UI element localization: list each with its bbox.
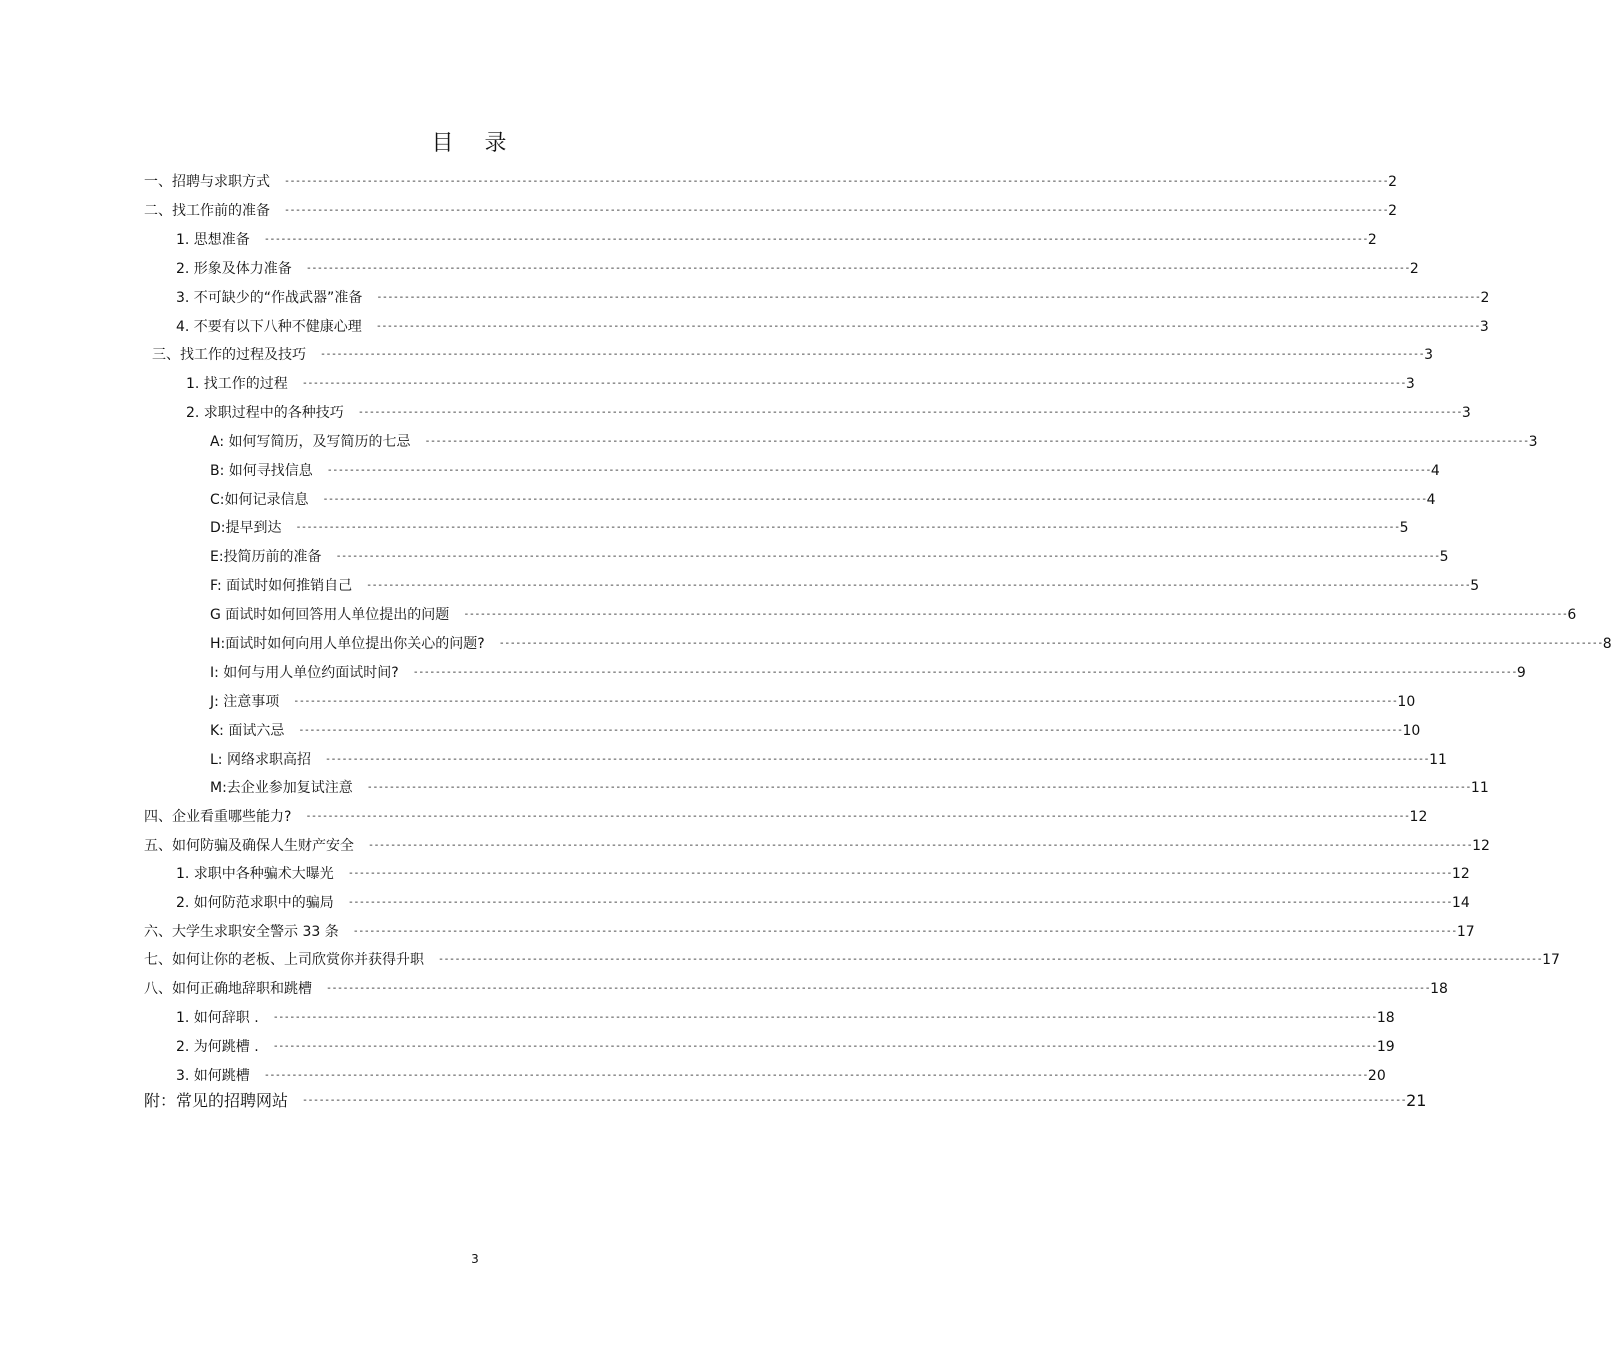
toc-entry[interactable] [152, 343, 1434, 367]
toc-leader: -------------------------------------------------------------------------------------------------------------------------------------------------------------------------------------------------------- [298, 725, 1403, 736]
toc-entry[interactable] [176, 891, 1470, 915]
toc-entry-page: 2 [1480, 290, 1490, 306]
toc-entry-page: 4 [1426, 492, 1436, 508]
toc-entry-label: H:面试时如何向用人单位提出你关心的问题? [210, 636, 485, 652]
toc-leader: -------------------------------------------------------------------------------------------------------------------------------------------------------------------------------------------------------- [293, 696, 1398, 707]
toc-entry-page: 3 [1424, 347, 1434, 363]
toc-entry[interactable] [176, 1064, 1386, 1088]
toc-leader: -------------------------------------------------------------------------------------------------------------------------------------------------------------------------------------------------------- [375, 321, 1480, 332]
toc-entry-label: 2. 形象及体力准备 [176, 261, 292, 277]
toc-entry[interactable] [144, 920, 1475, 944]
toc-entry-page: 2 [1388, 174, 1398, 190]
toc-entry[interactable] [176, 862, 1470, 886]
toc-entry-page: 6 [1567, 607, 1577, 623]
toc-leader: -------------------------------------------------------------------------------------------------------------------------------------------------------------------------------------------------------- [357, 407, 1462, 418]
toc-leader: -------------------------------------------------------------------------------------------------------------------------------------------------------------------------------------------------------- [324, 754, 1430, 765]
toc-entry-label: A: 如何写简历，及写简历的七忌 [210, 434, 411, 450]
toc-entry-page: 18 [1376, 1010, 1395, 1026]
toc-entry[interactable] [176, 286, 1490, 310]
toc-entry-page: 3 [1479, 319, 1489, 335]
toc-entry[interactable] [176, 1035, 1395, 1059]
toc-entry[interactable] [210, 632, 1612, 656]
toc-entry-label: G 面试时如何回答用人单位提出的问题 [210, 607, 450, 623]
toc-entry[interactable] [176, 257, 1419, 281]
toc-entry-label: K: 面试六忌 [210, 723, 285, 739]
toc-entry-page: 5 [1399, 520, 1409, 536]
toc-entry-label: 三、找工作的过程及技巧 [152, 347, 306, 363]
toc-entry-label: 二、找工作前的准备 [144, 203, 270, 219]
toc-leader: -------------------------------------------------------------------------------------------------------------------------------------------------------------------------------------------------------- [376, 292, 1481, 303]
toc-entry-page: 4 [1430, 463, 1440, 479]
toc-entry-label: 附：常见的招聘网站 [144, 1091, 289, 1110]
toc-entry-label: I: 如何与用人单位约面试时间? [210, 665, 399, 681]
toc-leader: -------------------------------------------------------------------------------------------------------------------------------------------------------------------------------------------------------- [305, 811, 1410, 822]
toc-entry-page: 5 [1439, 549, 1449, 565]
toc-leader: -------------------------------------------------------------------------------------------------------------------------------------------------------------------------------------------------------- [284, 176, 1389, 187]
toc-leader: -------------------------------------------------------------------------------------------------------------------------------------------------------------------------------------------------------- [352, 926, 1457, 937]
toc-entry-label: 八、如何正确地辞职和跳槽 [144, 981, 312, 997]
toc-entry-label: 一、招聘与求职方式 [144, 174, 270, 190]
toc-leader: -------------------------------------------------------------------------------------------------------------------------------------------------------------------------------------------------------- [326, 983, 1431, 994]
toc-entry-page: 18 [1430, 981, 1448, 997]
toc-entry-label: 3. 不可缺少的“作战武器”准备 [176, 290, 363, 306]
toc-entry-page: 3 [1528, 434, 1538, 450]
toc-leader: -------------------------------------------------------------------------------------------------------------------------------------------------------------------------------------------------------- [263, 1070, 1368, 1081]
toc-leader: -------------------------------------------------------------------------------------------------------------------------------------------------------------------------------------------------------- [335, 551, 1440, 562]
toc-entry-page: 11 [1470, 780, 1489, 796]
toc-entry[interactable] [210, 776, 1489, 800]
toc-entry-page: 2 [1388, 203, 1398, 219]
toc-entry[interactable] [176, 228, 1377, 252]
toc-entry-page: 2 [1367, 232, 1377, 248]
toc-entry-page: 3 [1405, 376, 1415, 392]
toc-entry[interactable] [210, 430, 1538, 454]
toc-leader: -------------------------------------------------------------------------------------------------------------------------------------------------------------------------------------------------------- [424, 436, 1529, 447]
toc-leader: -------------------------------------------------------------------------------------------------------------------------------------------------------------------------------------------------------- [272, 1012, 1377, 1023]
toc-entry-label: 2. 如何防范求职中的骗局 [176, 895, 334, 911]
toc-leader: -------------------------------------------------------------------------------------------------------------------------------------------------------------------------------------------------------- [263, 234, 1368, 245]
toc-entry-page: 2 [1409, 261, 1419, 277]
toc-entry-label: 六、大学生求职安全警示 33 条 [144, 924, 339, 940]
toc-entry-page: 5 [1470, 578, 1480, 594]
toc-entry[interactable] [210, 545, 1449, 569]
toc-entry-page: 10 [1397, 694, 1416, 710]
toc-entry-page: 17 [1456, 924, 1475, 940]
toc-entry-label: 4. 不要有以下八种不健康心理 [176, 319, 362, 335]
toc-entry-label: F: 面试时如何推销自己 [210, 578, 353, 594]
toc-entry[interactable] [176, 1006, 1395, 1030]
page-number: 3 [471, 1252, 479, 1266]
toc-leader: -------------------------------------------------------------------------------------------------------------------------------------------------------------------------------------------------------- [284, 205, 1389, 216]
toc-entry[interactable] [144, 805, 1428, 829]
toc-entry-label: M:去企业参加复试注意 [210, 780, 353, 796]
toc-entry-page: 14 [1451, 895, 1470, 911]
toc-leader: -------------------------------------------------------------------------------------------------------------------------------------------------------------------------------------------------------- [295, 522, 1400, 533]
toc-leader: -------------------------------------------------------------------------------------------------------------------------------------------------------------------------------------------------------- [301, 378, 1406, 389]
toc-entry[interactable] [210, 603, 1577, 627]
toc-leader: -------------------------------------------------------------------------------------------------------------------------------------------------------------------------------------------------------- [272, 1041, 1377, 1052]
toc-entry-label: E:投简历前的准备 [210, 549, 322, 565]
toc-entry[interactable] [176, 315, 1489, 339]
toc-entry[interactable] [210, 661, 1526, 685]
toc-entry[interactable] [210, 516, 1409, 540]
toc-leader: -------------------------------------------------------------------------------------------------------------------------------------------------------------------------------------------------------- [322, 494, 1427, 505]
toc-entry-label: 七、如何让你的老板、上司欣赏你并获得升职 [144, 952, 424, 968]
toc-entry[interactable] [144, 948, 1560, 972]
toc-entry-label: 四、企业看重哪些能力? [144, 809, 292, 825]
toc-entry[interactable] [144, 834, 1490, 858]
toc-entry[interactable] [144, 199, 1398, 223]
toc-entry[interactable] [210, 719, 1421, 743]
toc-entry[interactable] [210, 748, 1447, 772]
toc-entry-label: 1. 思想准备 [176, 232, 250, 248]
toc-leader: -------------------------------------------------------------------------------------------------------------------------------------------------------------------------------------------------------- [302, 1095, 1407, 1106]
toc-entry-page: 19 [1376, 1039, 1395, 1055]
toc-entry[interactable] [186, 372, 1415, 396]
toc-entry[interactable] [144, 977, 1448, 1001]
toc-entry-label: D:提早到达 [210, 520, 282, 536]
toc-entry[interactable] [210, 488, 1436, 512]
toc-leader: -------------------------------------------------------------------------------------------------------------------------------------------------------------------------------------------------------- [368, 840, 1473, 851]
toc-entry-label: 1. 找工作的过程 [186, 376, 288, 392]
toc-entry-label: B: 如何寻找信息 [210, 463, 313, 479]
toc-leader: -------------------------------------------------------------------------------------------------------------------------------------------------------------------------------------------------------- [412, 667, 1517, 678]
toc-entry-label: 1. 求职中各种骗术大曝光 [176, 866, 334, 882]
toc-entry-label: J: 注意事项 [210, 694, 280, 710]
toc-entry-label: 2. 求职过程中的各种技巧 [186, 405, 344, 421]
toc-entry-page: 9 [1516, 665, 1526, 681]
toc-leader: -------------------------------------------------------------------------------------------------------------------------------------------------------------------------------------------------------- [347, 868, 1452, 879]
toc-leader: -------------------------------------------------------------------------------------------------------------------------------------------------------------------------------------------------------- [498, 638, 1603, 649]
toc-entry[interactable] [186, 401, 1471, 425]
toc-leader: -------------------------------------------------------------------------------------------------------------------------------------------------------------------------------------------------------- [347, 897, 1452, 908]
toc-entry[interactable] [210, 690, 1416, 714]
toc-entry-page: 12 [1409, 809, 1428, 825]
toc-leader: -------------------------------------------------------------------------------------------------------------------------------------------------------------------------------------------------------- [320, 349, 1425, 360]
toc-entry-page: 3 [1461, 405, 1471, 421]
toc-entry-page: 10 [1402, 723, 1421, 739]
toc-leader: -------------------------------------------------------------------------------------------------------------------------------------------------------------------------------------------------------- [366, 580, 1471, 591]
toc-entry-label: C:如何记录信息 [210, 492, 309, 508]
toc-entry-label: 2. 为何跳槽 . [176, 1039, 259, 1055]
toc-entry[interactable] [210, 459, 1440, 483]
toc-entry-page: 17 [1542, 952, 1560, 968]
page-title: 目 录 [431, 131, 519, 156]
toc-entry-label: L: 网络求职高招 [210, 752, 311, 768]
toc-entry[interactable] [144, 170, 1398, 194]
toc-entry-page: 21 [1406, 1091, 1427, 1110]
toc-leader: -------------------------------------------------------------------------------------------------------------------------------------------------------------------------------------------------------- [326, 465, 1431, 476]
toc-entry-label: 五、如何防骗及确保人生财产安全 [144, 838, 354, 854]
toc-entry-page: 11 [1429, 752, 1447, 768]
toc-entry-page: 8 [1602, 636, 1612, 652]
toc-leader: -------------------------------------------------------------------------------------------------------------------------------------------------------------------------------------------------------- [366, 782, 1471, 793]
toc-leader: -------------------------------------------------------------------------------------------------------------------------------------------------------------------------------------------------------- [463, 609, 1568, 620]
toc-entry[interactable] [210, 574, 1480, 598]
toc-entry-label: 1. 如何辞职 . [176, 1010, 259, 1026]
toc-entry-page: 12 [1472, 838, 1490, 854]
toc-leader: -------------------------------------------------------------------------------------------------------------------------------------------------------------------------------------------------------- [305, 263, 1410, 274]
toc-entry-page: 20 [1367, 1068, 1386, 1084]
toc-entry[interactable] [144, 1089, 1427, 1113]
toc-leader: -------------------------------------------------------------------------------------------------------------------------------------------------------------------------------------------------------- [438, 954, 1543, 965]
toc-entry-label: 3. 如何跳槽 [176, 1068, 250, 1084]
toc-entry-page: 12 [1451, 866, 1470, 882]
